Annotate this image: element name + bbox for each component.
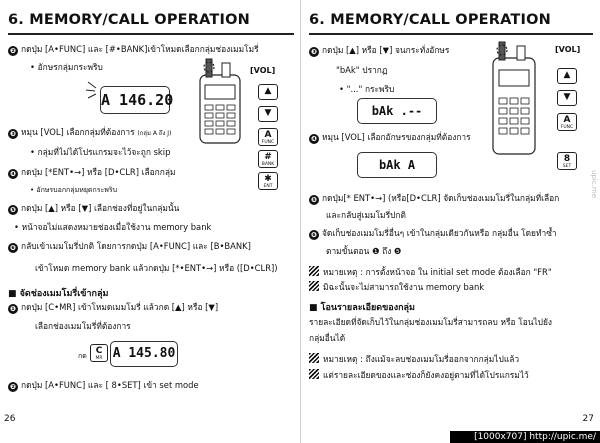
step-text: หมุน [VOL] เลือกอักษรของกลุ่มที่ต้องการ: [322, 132, 471, 142]
step-line: [8, 203, 179, 215]
body-line: รายละเอียดที่จัดเก็บไว้ในกลุ่มช่องเมมโมรี่สามารถลบ หรือ โอนไปยัง: [309, 317, 552, 327]
key-sublabel: FUNC: [261, 140, 275, 145]
lcd-display: A 145.80: [110, 341, 178, 367]
step-line: [309, 132, 471, 144]
up-arrow-button: ▲: [557, 68, 577, 84]
step-line-cont: เข้าโหมด memory bank แล้วกดปุ่ม [*•ENT•→] หรือ ([D•CLR]): [35, 263, 278, 273]
right-page: [301, 0, 600, 443]
image-host-footer: [1000x707] http://upic.me/: [450, 431, 600, 443]
note-icon: [309, 281, 319, 291]
step-number: ❺: [8, 205, 18, 215]
body-line: กลุ่มอื่นได้: [309, 333, 346, 343]
step-number: ❸: [309, 47, 319, 57]
bullet-text: หน้าจอไม่แสดงหมายช่องเมื่อใช้งาน memory bank: [21, 222, 212, 232]
step-number: ❶: [8, 304, 18, 314]
page-number: 27: [582, 414, 594, 424]
lcd-display: bAk A: [357, 152, 437, 178]
step-line-cont: ตามขั้นตอน ❶ ถึง ❺: [326, 246, 402, 256]
step-line-cont: เลือกช่องเมมโมรี่ที่ต้องการ: [35, 321, 131, 331]
key-label: A: [264, 130, 272, 140]
func-key: [258, 128, 278, 146]
step-note: (กลุ่ม A ถึง J): [137, 130, 172, 137]
note-text: หมายเหตุ : การตั้งหน้าจอ ใน initial set mode ต้องเลือก "FR": [323, 267, 552, 277]
bullet-line: • "..." กระพริบ: [339, 84, 395, 94]
step-number: ❺: [309, 195, 319, 205]
step-line: [8, 302, 218, 314]
step-text: กลับเข้าเมมโมรี่ปกติ โดยการกดปุ่ม [A•FUNC] และ [B•BANK]: [21, 241, 251, 251]
section-heading: ■ โอนรายละเอียดของกลุ่ม: [309, 303, 415, 313]
step-line: [8, 241, 251, 253]
step-text: กดปุ่ม [A•FUNC] และ [#•BANK]เข้าโหมดเลือกกลุ่มช่องเมมโมรี่: [21, 44, 259, 54]
lcd-display: A 146.20: [100, 86, 170, 114]
note-line: [309, 266, 552, 277]
bullet-line: • อักษรบอกกลุ่มหยุดกระพริบ: [30, 186, 118, 194]
note-line: [309, 369, 529, 380]
page-title: 6. MEMORY/CALL OPERATION: [309, 12, 551, 28]
bullet-line: • กลุ่มที่ไม่ได้โปรแกรมจะไว้จะถูก skip: [30, 147, 171, 157]
lcd-display: bAk .--: [357, 98, 437, 124]
step-number: ❸: [8, 129, 18, 139]
bullet-text: "..." กระพริบ: [346, 84, 395, 94]
bullet-text: กลุ่มที่ไม่ได้โปรแกรมจะไว้จะถูก skip: [37, 147, 171, 157]
func-key: [557, 113, 577, 131]
step-line: [309, 193, 559, 205]
key-label: 8: [563, 154, 571, 164]
ent-key: [258, 172, 278, 190]
radio-illustration: [479, 38, 539, 158]
key-label: #: [264, 152, 272, 162]
step-number: ❷: [8, 46, 18, 56]
key-sublabel: BANK: [261, 162, 275, 167]
step-text: จัดเก็บช่องเมมโมรี่อื่นๆ เข้าในกลุ่มเดียวกันหรือ กลุ่มอื่น โดยทำซ้ำ: [322, 228, 557, 238]
step-number: ❷: [8, 382, 18, 392]
title-rule: [309, 33, 593, 35]
step-number: ❻: [309, 230, 319, 240]
step-text: กดปุ่ม [▲] หรือ [▼] เลือกช่องที่อยู่ในกลุ่มนั้น: [21, 203, 180, 213]
step-text: กดปุ่ม [*ENT•→] หรือ [D•CLR] เลือกกลุ่ม: [21, 167, 176, 177]
key-sublabel: MR: [95, 356, 103, 361]
step-line-cont: และกลับสู่เมมโมรี่ปกติ: [326, 210, 406, 220]
step-line: [8, 127, 171, 139]
step-line: [8, 380, 199, 392]
key-label: A: [563, 115, 571, 125]
page-title: 6. MEMORY/CALL OPERATION: [8, 12, 250, 28]
note-icon: [309, 353, 319, 363]
step-text: กดปุ่ม [C•MR] เข้าโหมดเมมโมรี่ แล้วกด [▲] หรือ [▼]: [21, 302, 219, 312]
vol-label: [VOL]: [250, 66, 276, 75]
set-key: [557, 152, 577, 170]
note-line: [309, 281, 484, 292]
note-text: แต่รายละเอียดของและช่องก็ยังคงอยู่ตามที่ได้โปรแกรมไว้: [323, 370, 529, 380]
step-text: กดปุ่ม [▲] หรือ [▼] จนกระทั่งอักษร: [322, 45, 450, 55]
bullet-line: • อักษรกลุ่มกระพริบ: [30, 62, 103, 72]
section-text: จัดช่องเมมโมรี่เข้ากลุ่ม: [19, 289, 109, 299]
note-text: มิฉะนั้นจะไม่สามารถใช้งาน memory bank: [323, 282, 485, 292]
bank-key: [258, 150, 278, 168]
step-text: กดปุ่ม[* ENT•→] (หรือ[D•CLR] จัดเก็บช่องเมมโมรี่ในกลุ่มที่เลือก: [322, 193, 560, 203]
step-line: [309, 228, 557, 240]
key-label: C: [95, 346, 103, 356]
title-rule: [8, 33, 294, 35]
key-sublabel: FUNC: [560, 125, 574, 130]
step-number: ❹: [8, 169, 18, 179]
step-text: หมุน [VOL] เลือกกลุ่มที่ต้องการ: [21, 127, 135, 137]
key-sublabel: SET: [562, 164, 572, 169]
page-number: 26: [4, 414, 16, 424]
bullet-text: อักษรบอกกลุ่มหยุดกระพริบ: [36, 186, 118, 194]
note-line: [309, 353, 519, 364]
section-heading: ■ จัดช่องเมมโมรี่เข้ากลุ่ม: [8, 289, 109, 299]
note-icon: [309, 369, 319, 379]
radio-illustration: [186, 55, 246, 145]
blink-marks: [86, 80, 102, 100]
vol-label: [VOL]: [555, 45, 581, 54]
down-arrow-button: ▼: [258, 106, 278, 122]
key-sublabel: ENT: [263, 184, 273, 189]
down-arrow-button: ▼: [557, 90, 577, 106]
note-icon: [309, 266, 319, 276]
step-line-cont: "bAk" ปรากฏ: [336, 65, 388, 75]
step-number: ❻: [8, 243, 18, 253]
up-arrow-button: ▲: [258, 84, 278, 100]
mr-key: [90, 344, 108, 362]
key-label: ✱: [264, 174, 272, 184]
step-text: กดปุ่ม [A•FUNC] และ [ 8•SET] เข้า set mode: [21, 380, 199, 390]
step-line: [8, 167, 175, 179]
step-number: ❹: [309, 134, 319, 144]
watermark: upic.me: [590, 170, 598, 199]
bullet-line: • หน้าจอไม่แสดงหมายช่องเมื่อใช้งาน memory bank: [14, 222, 212, 232]
section-text: โอนรายละเอียดของกลุ่ม: [320, 303, 415, 313]
note-text: หมายเหตุ : ถึงแม้จะลบช่องเมมโมรี่ออกจากกลุ่มไปแล้ว: [323, 354, 520, 364]
step-line: [309, 45, 449, 57]
press-label: กด: [78, 352, 87, 360]
bullet-text: อักษรกลุ่มกระพริบ: [37, 62, 103, 72]
